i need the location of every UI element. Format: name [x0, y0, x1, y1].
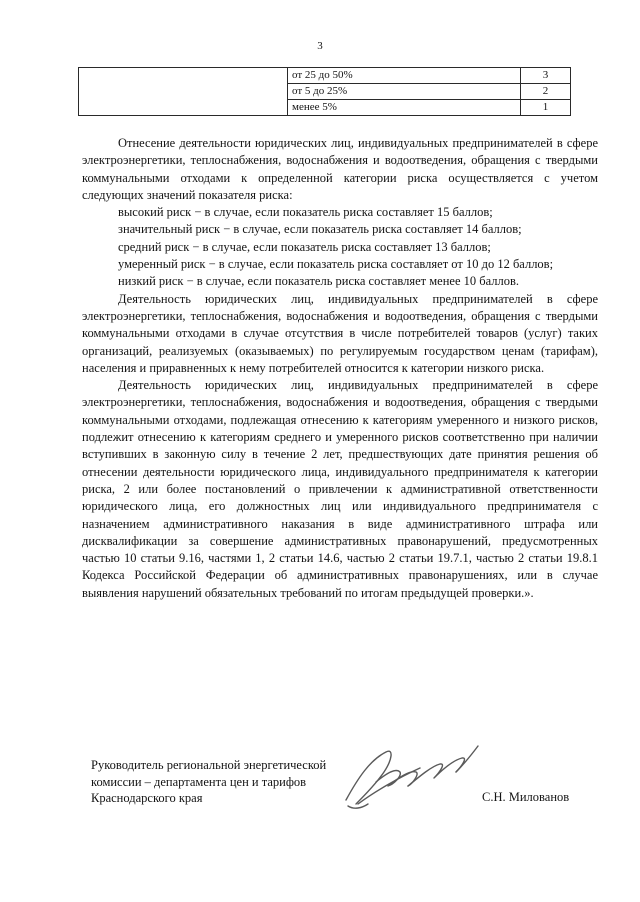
handwritten-signature	[328, 738, 488, 818]
table-row	[79, 68, 571, 84]
table-cell-range: менее 5%	[288, 100, 521, 116]
paragraph-significant-risk: значительный риск − в случае, если показатель риска составляет 14 баллов;	[118, 222, 522, 237]
table-cell-score: 1	[521, 100, 571, 116]
paragraph-risk-categories-intro: Отнесение деятельности юридических лиц, индивидуальных предпринимателей в сфере электроэнергетики, теплоснабжения, водоснабжения и водоотведения, обращения с твердыми коммунальными отходами к определенной категории риска осуществляется с учетом следующих значений показателя риска:	[82, 136, 598, 202]
paragraph-low-risk: низкий риск − в случае, если показатель риска составляет менее 10 баллов.	[118, 274, 520, 289]
paragraph-high-risk: высокий риск − в случае, если показатель риска составляет 15 баллов;	[118, 205, 493, 220]
document-body	[82, 135, 598, 602]
table-cell-range: от 5 до 25%	[288, 84, 521, 100]
paragraph-risk-escalation: Деятельность юридических лиц, индивидуальных предпринимателей в сфере электроэнергетики, теплоснабжения, водоснабжения и водоотведения, обращения с твердыми коммунальными отходами, подлежащая отнесению к категориям умеренного и низкого рисков, подлежит отнесению к категориям среднего и умеренного рисков соответственно при наличии вступивших в законную силу в течение 2 лет, предшествующих дате принятия решения об отнесении деятельности юридического лица, индивидуального предпринимателя к категории риска, 2 или более постановлений о привлечении к административной ответственности юридического лица, его должностных лиц или индивидуального предпринимателя с назначением административного наказания в виде административного штрафа или дисквалификации за совершение административных правонарушений, предусмотренных частью 10 статьи 9.16, частями 1, 2 статьи 14.6, частью 2 статьи 19.7.1, частью 2 статьи 19.8.1 Кодекса Российской Федерации об административных правонарушениях, или в случае выявления нарушений обязательных требований по итогам предыдущей проверки.».	[82, 378, 598, 600]
signatory-title-block	[91, 757, 326, 807]
table-cell-range: от 25 до 50%	[288, 68, 521, 84]
signatory-title-line: комиссии – департамента цен и тарифов	[91, 774, 307, 789]
table-cell-score: 3	[521, 68, 571, 84]
paragraph-moderate-risk: умеренный риск − в случае, если показатель риска составляет от 10 до 12 баллов;	[118, 257, 554, 272]
signatory-title-line: Руководитель региональной энергетической	[91, 758, 327, 772]
table-cell-empty	[79, 68, 288, 116]
paragraph-medium-risk: средний риск − в случае, если показатель риска составляет 13 баллов;	[118, 239, 491, 254]
table-cell-score: 2	[521, 84, 571, 100]
signatory-name: С.Н. Милованов	[482, 790, 570, 804]
paragraph-low-risk-consumers: Деятельность юридических лиц, индивидуальных предпринимателей в сфере электроэнергетики, теплоснабжения, водоснабжения и водоотведения, обращения с твердыми коммунальными отходами в случае отсутствия в числе потребителей товаров (услуг) таких организаций, реализуемых (оказываемых) по регулируемым государством ценам (тарифам), населения и приравненных к нему потребителей относится к категории низкого риска.	[82, 291, 598, 375]
signatory-title-line: Краснодарского края	[91, 791, 203, 805]
risk-score-table	[78, 67, 571, 116]
page-number: 3	[317, 40, 323, 52]
